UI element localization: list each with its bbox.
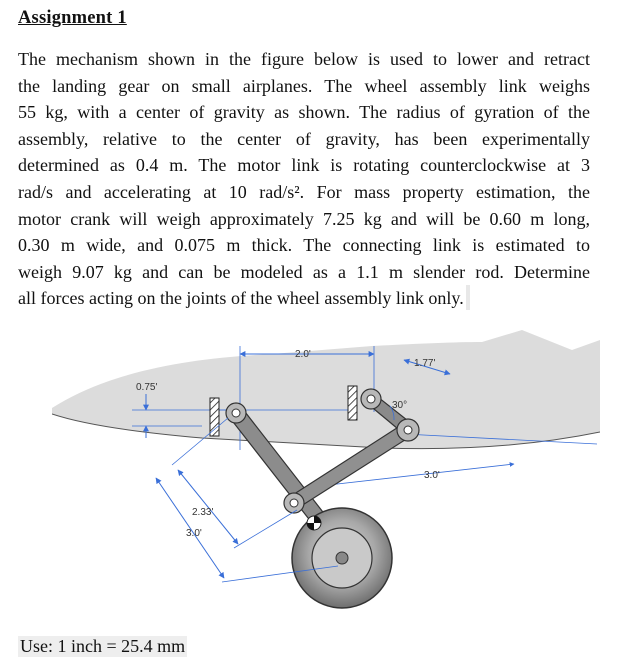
statement-line: all forces acting on the joints of the wheel assembly link only. — [18, 288, 464, 309]
unit-conversion-note: Use: 1 inch = 25.4 mm — [20, 636, 186, 656]
problem-statement — [18, 46, 590, 312]
ground-support-left — [210, 398, 219, 436]
dim-label-inner: 2.33' — [192, 507, 214, 518]
center-of-gravity-symbol — [307, 516, 321, 530]
dim-label-bottom-right: 3.0' — [424, 470, 440, 481]
pin-crank-end-center — [404, 426, 412, 434]
dim-label-left: 0.75' — [136, 382, 158, 393]
statement-line: 0.30 m wide, and 0.075 m thick. The connecting link is estimated to — [18, 235, 590, 256]
statement-line: determined as 0.4 m. The motor link is rotating counterclockwise at 3 — [18, 155, 590, 176]
ground-support-right — [348, 386, 357, 420]
pin-upper-left-center — [232, 409, 240, 417]
pin-lower-center — [290, 499, 298, 507]
assignment-title: Assignment 1 — [18, 8, 127, 28]
statement-line: the landing gear on small airplanes. The wheel assembly link weighs — [18, 75, 590, 96]
text-cursor-highlight — [466, 285, 470, 310]
dim-label-outer: 3.0' — [186, 528, 202, 539]
pin-motor-center — [367, 395, 375, 403]
landing-gear-figure — [52, 320, 600, 630]
angle-label: 30° — [392, 400, 408, 411]
statement-line-final — [18, 285, 590, 312]
dim-label-top: 2.0' — [295, 349, 311, 360]
dim-ext-incline-b — [234, 510, 297, 548]
statement-line: The mechanism shown in the figure below is used to lower and retract — [18, 49, 590, 69]
statement-line: weigh 9.07 kg and can be modeled as a 1.1 m slender rod. Determine — [18, 261, 590, 282]
statement-line: rad/s and accelerating at 10 rad/s². For mass property estimation, the — [18, 181, 590, 202]
dim-label-right: 1.77' — [414, 358, 436, 369]
wheel-axle — [336, 552, 348, 564]
statement-line: motor crank will weigh approximately 7.25 kg and will be 0.60 m long, — [18, 208, 590, 229]
statement-line: 55 kg, with a center of gravity as shown. The radius of gyration of the — [18, 102, 590, 123]
statement-line: assembly, relative to the center of gravity, has been experimentally — [18, 128, 590, 149]
